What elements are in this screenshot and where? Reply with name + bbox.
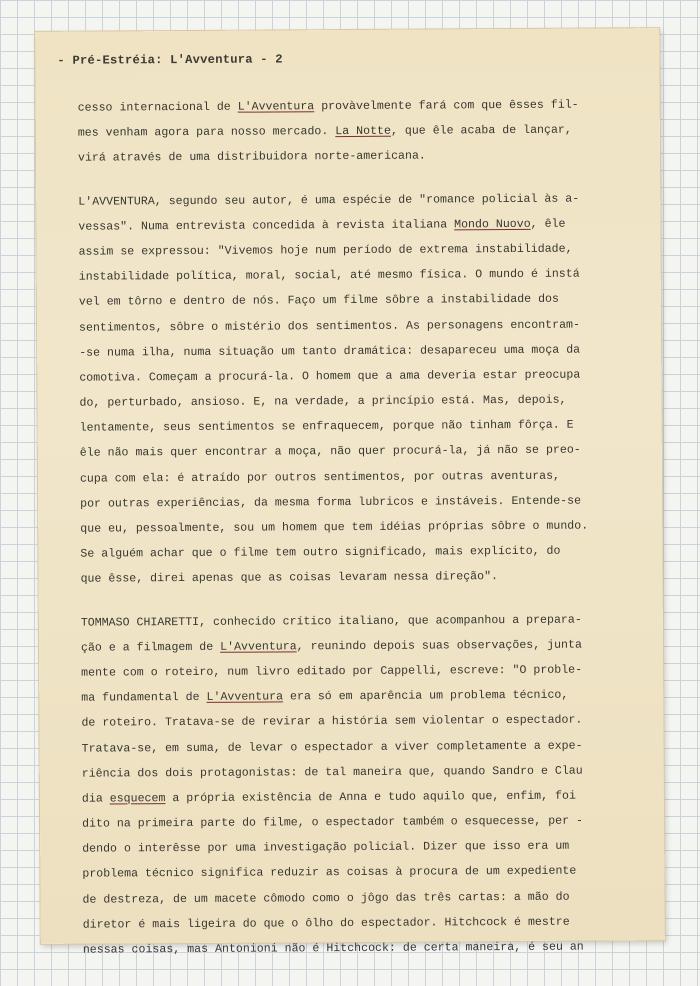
text-line (78, 186, 638, 215)
page-body (78, 92, 643, 981)
text-line (79, 362, 639, 391)
underlined-title: L'Avventura (206, 690, 284, 705)
text-segment: riência dos dois protagonistas: de tal maneira que, quando Sandro e Clau (81, 764, 583, 781)
text-line (82, 884, 642, 913)
text-segment: que êsse, direi apenas que as coisas levaram nessa direção". (80, 570, 499, 587)
text-line (81, 632, 641, 661)
underlined-title: La Notte (335, 124, 391, 139)
text-line (82, 783, 642, 812)
text-line (81, 657, 641, 686)
paragraph (81, 607, 643, 963)
text-segment: êle não mais quer encontrar a moça, não quer procurá-la, já não se preo- (79, 444, 581, 461)
text-line (82, 859, 642, 888)
text-segment: comotiva. Começam a procurá-la. O homem que a ama deveria estar preocupa (79, 368, 581, 385)
text-segment: era só em aparência um problema técnico, (283, 688, 569, 704)
text-segment: dendo o interêsse por uma investigação policial. Dizer que isso era um (82, 839, 570, 856)
text-segment: mes venham agora para nosso mercado. (77, 125, 336, 140)
text-segment: , que êle acaba de lançar, (390, 123, 572, 138)
text-segment: , reunindo depois suas observações, junta (296, 638, 582, 654)
text-line (79, 337, 639, 366)
text-segment: sentimentos, sôbre o mistério dos sentimentos. As personagens encontram- (78, 318, 580, 335)
paragraph (78, 186, 640, 592)
text-line (79, 312, 639, 341)
text-segment: L'AVVENTURA, segundo seu autor, é uma espécie de "romance policial às a- (78, 192, 580, 209)
text-line (81, 682, 641, 711)
text-line (80, 513, 640, 542)
text-line (80, 538, 640, 567)
underlined-title: L'Avventura (220, 640, 297, 654)
text-segment: mente com o roteiro, num livro editado por Cappelli, escreve: "O proble- (81, 663, 583, 680)
underlined-title: esquecem (109, 792, 166, 806)
text-segment: provàvelmente fará com que êsses fil- (314, 98, 579, 114)
text-segment: virá através de uma distribuidora norte-americana. (77, 149, 426, 166)
text-segment: Se alguém achar que o filme tem outro significado, mais explícito, do (80, 544, 561, 561)
text-segment: do, perturbado, ansioso. E, na verdade, a princípio está. Mas, depois, (79, 393, 567, 410)
text-line (79, 387, 639, 416)
text-line (81, 607, 641, 636)
text-line (81, 708, 641, 737)
text-segment: vessas". Numa entrevista concedida à revista italiana (78, 218, 455, 234)
text-line (78, 143, 638, 172)
text-segment: cupa com ela: é atraído por outros sentimentos, por outras aventuras, (79, 469, 561, 486)
text-line (82, 808, 642, 837)
text-line (78, 92, 638, 121)
text-segment: dito na primeira parte do filme, o espectador também o esquecesse, per - (82, 814, 584, 831)
text-segment: nessas coisas, mas Antonioni não é Hitchcock: de certa maneira, é seu an (82, 940, 584, 957)
underlined-title: L'Avventura (237, 100, 315, 114)
text-segment: vel em tôrno e dentro de nós. Faço um filme sôbre a instabilidade dos (78, 293, 559, 309)
page-header: - Pré-Estréia: L'Avventura - 2 (57, 52, 283, 68)
text-line (79, 261, 639, 290)
text-segment: assim se expressou: "Vivemos hoje num período de extrema instabilidade, (78, 242, 573, 259)
text-segment: problema técnico significa reduzir as coisas à procura de um expediente (82, 865, 577, 882)
text-segment: ma fundamental de (81, 691, 207, 705)
text-segment: cesso internacional de (77, 100, 238, 115)
typewritten-page (35, 28, 665, 957)
underlined-title: Mondo Nuovo (454, 217, 531, 232)
text-segment: instabilidade política, moral, social, até mesmo física. O mundo é instá (78, 267, 580, 284)
text-segment: Tratava-se, em suma, de levar o espectador a viver completamente a expe- (81, 739, 583, 756)
text-segment: a própria existência de Anna e tudo aquilo que, enfim, foi (165, 789, 576, 806)
text-line (80, 488, 640, 517)
text-segment: de roteiro. Tratava-se de revirar a história sem violentar o espectador. (81, 713, 583, 730)
text-segment: que eu, pessoalmente, sou um homem que tem idéias próprias sôbre o mundo. (80, 519, 589, 536)
text-line (83, 909, 643, 938)
text-segment: lentamente, seus sentimentos se enfraquecem, porque não tinham fôrça. E (79, 418, 574, 435)
text-line (78, 117, 638, 146)
text-line (79, 287, 639, 316)
text-segment: TOMMASO CHIARETTI, conhecido crítico italiano, que acompanhou a prepara- (80, 613, 582, 630)
text-line (80, 438, 640, 467)
text-line (78, 211, 638, 240)
text-line (80, 412, 640, 441)
text-line (82, 758, 642, 787)
text-line (82, 733, 642, 762)
text-segment: de destreza, de um macete cômodo como o jôgo das três cartas: a mão do (82, 890, 570, 907)
text-line (78, 236, 638, 265)
text-segment: diretor é mais ligeira do que o ôlho do espectador. Hitchcock é mestre (82, 915, 570, 932)
paragraph (78, 92, 638, 171)
text-segment: ção e a filmagem de (80, 640, 221, 655)
text-line (80, 564, 640, 593)
text-segment: dia (81, 792, 110, 806)
text-segment: por outras experiências, da mesma forma lubricos e instáveis. Entende-se (80, 494, 582, 511)
text-line (83, 934, 643, 963)
text-line (80, 463, 640, 492)
text-segment: , êle (530, 217, 566, 231)
text-line (82, 833, 642, 862)
text-segment: -se numa ilha, numa situação um tanto dramática: desapareceu uma moça da (79, 343, 581, 360)
